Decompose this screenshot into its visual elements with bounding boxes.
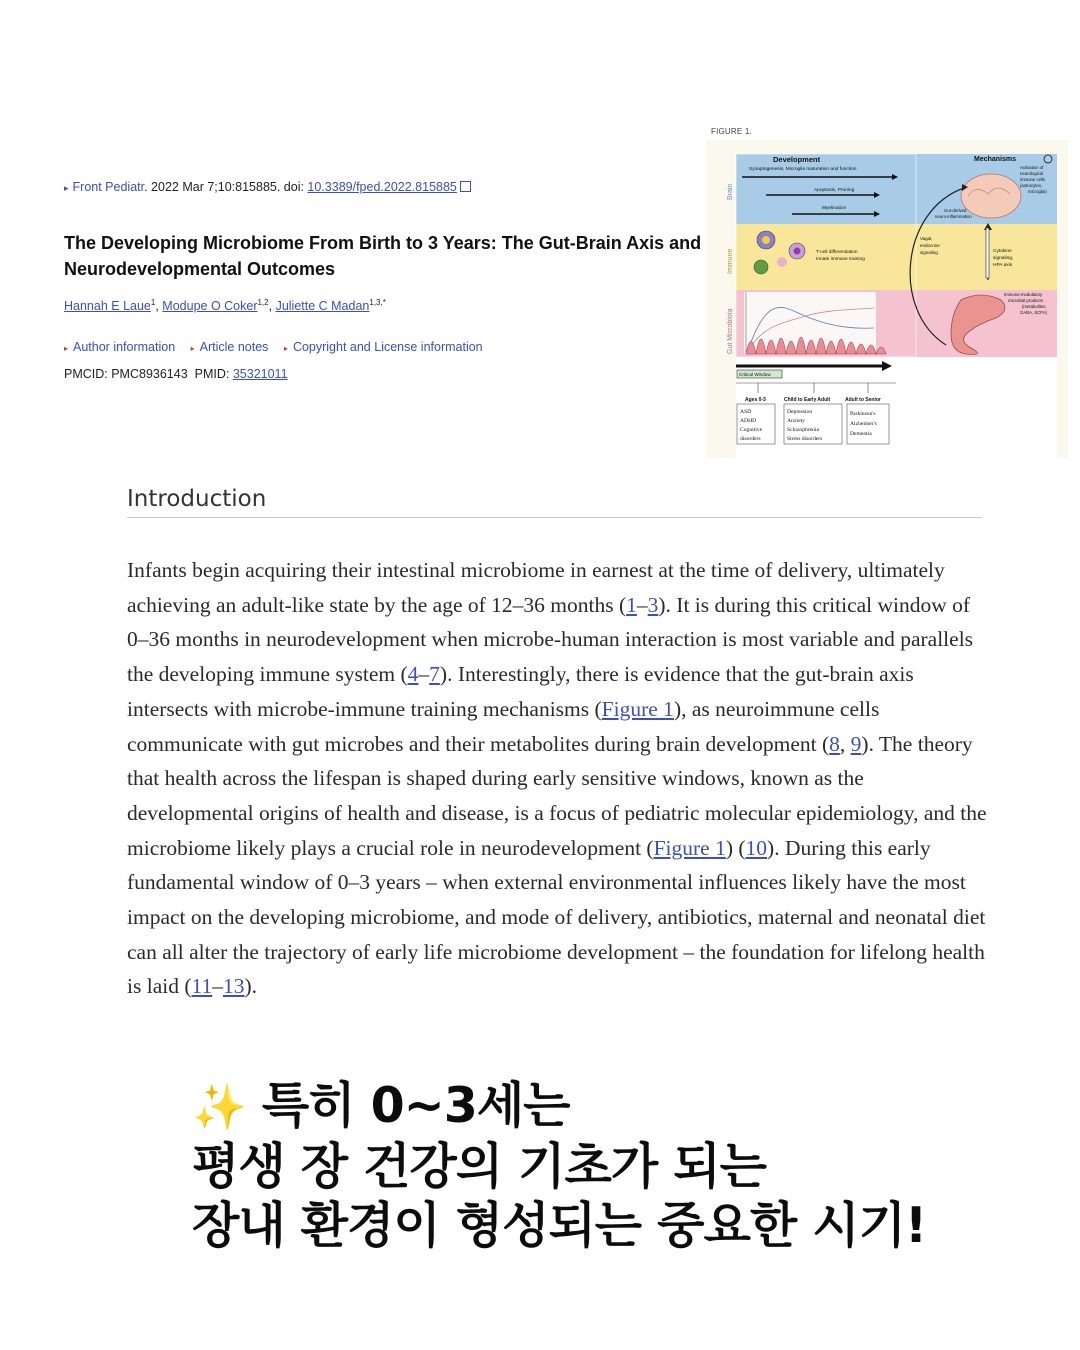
development-title: Development	[773, 155, 821, 164]
article-ids: PMCID: PMC8936143 PMID: 35321011	[64, 367, 288, 381]
article-title: The Developing Microbiome From Birth to 3 Years: The Gut-Brain Axis and Neurodevelopmental Outcomes	[64, 233, 702, 279]
critical-window-label: Critical Window	[739, 372, 771, 377]
journal-link[interactable]: Front Pediatr	[72, 180, 145, 194]
svg-text:Adult to Senior: Adult to Senior	[845, 397, 881, 403]
svg-text:signaling: signaling	[920, 250, 938, 255]
svg-text:Cytokine: Cytokine	[993, 249, 1012, 254]
caption-line-1: ✨ 특히 0~3세는	[192, 1077, 570, 1134]
introduction-paragraph: Infants begin acquiring their intestinal microbiome in earnest at the time of delivery, ultimately achieving an adult-like state by the age of 12–36 months (1–3). It is during this critical window of 0–36 months in neurodevelopment when microbe-human interaction is most variable and parallels the developing immune system (4–7). Interestingly, there is evidence that the gut-brain axis intersects with microbe-immune training mechanisms (Figure 1), as neuroimmune cells communicate with gut microbes and their metabolites during brain development (8, 9). The theory that health across the lifespan is shaped during early sensitive windows, known as the developmental origins of health and disease, is a focus of pediatric molecular epidemiology, and the microbiome likely plays a crucial role in neurodevelopment (Figure 1) (10). During this early fundamental window of 0–3 years – when external environmental influences likely have the most impact on the developing microbiome, and mode of delivery, antibiotics, maternal and neonatal diet can all alter the trajectory of early life microbiome development – the foundation for lifelong health is laid (11–13).	[127, 558, 987, 999]
svg-text:Myelination: Myelination	[822, 206, 847, 211]
reference-link[interactable]: 8	[829, 731, 840, 756]
svg-text:Parkinson's: Parkinson's	[850, 411, 876, 417]
svg-text:microglia): microglia)	[1028, 189, 1047, 194]
figure-link[interactable]: Figure 1	[601, 696, 674, 721]
svg-text:immune cells: immune cells	[1020, 177, 1046, 182]
caption-line-2: 평생 장 건강의 기초가 되는	[192, 1138, 766, 1195]
svg-text:Activation of: Activation of	[1020, 165, 1044, 170]
reference-link[interactable]: 10	[745, 835, 768, 860]
row-label-brain: Brain	[727, 183, 734, 200]
svg-text:signaling,: signaling,	[993, 256, 1014, 261]
divider	[127, 517, 982, 518]
reference-link[interactable]: 3	[647, 592, 659, 617]
svg-text:neuro-inflammation: neuro-inflammation	[935, 214, 972, 219]
svg-text:ASD: ASD	[740, 409, 752, 415]
svg-text:Innate immune training: Innate immune training	[816, 257, 865, 262]
mechanisms-title: Mechanisms	[974, 156, 1017, 163]
svg-text:Vagal,: Vagal,	[920, 236, 933, 241]
svg-text:Dementia: Dementia	[850, 431, 872, 437]
svg-text:Depression: Depression	[787, 409, 813, 415]
svg-text:HPA axis: HPA axis	[993, 263, 1013, 268]
reference-link[interactable]: 11	[191, 974, 213, 999]
figure-label: FIGURE 1.	[711, 127, 752, 136]
external-link-icon[interactable]	[460, 181, 471, 192]
svg-text:(astrocytes,: (astrocytes,	[1020, 183, 1043, 188]
svg-text:Child to Early Adult: Child to Early Adult	[784, 397, 831, 403]
caption-line-3: 장내 환경이 형성되는 중요한 시기!	[192, 1197, 927, 1254]
reference-link[interactable]: 7	[429, 662, 440, 687]
author-list: Hannah E Laue$^1$, Modupe O Coker$^{1,2}$, Juliette C Madan$^{1,3,*}$	[64, 298, 386, 314]
citation-details: . 2022 Mar 7;10:815885. doi:	[144, 180, 308, 194]
svg-text:T-cell differentiation: T-cell differentiation	[816, 250, 858, 255]
author-link[interactable]: Juliette C Madan	[275, 299, 370, 314]
reference-link[interactable]: 4	[407, 662, 419, 687]
svg-text:Apoptosis, Pruning: Apoptosis, Pruning	[814, 188, 855, 193]
copyright-toggle[interactable]: ▸ Copyright and License information	[283, 340, 483, 354]
citation-line	[64, 180, 471, 194]
doi-link[interactable]: 10.3389/fped.2022.815885	[307, 180, 457, 194]
author-link[interactable]: Modupe O Coker	[162, 299, 258, 314]
pmcid: PMCID: PMC8936143	[64, 367, 188, 381]
figure-1[interactable]	[706, 140, 1068, 458]
korean-caption	[192, 1076, 926, 1255]
reference-link[interactable]: 13	[222, 974, 245, 999]
svg-text:(metabolites,: (metabolites,	[1022, 304, 1047, 309]
sparkle-icon: ✨	[192, 1082, 246, 1133]
svg-text:Alzheimer's: Alzheimer's	[850, 421, 877, 427]
author-link[interactable]: Hannah E Laue	[64, 299, 151, 314]
svg-text:disorders: disorders	[740, 436, 761, 442]
svg-text:endocrine: endocrine	[920, 243, 940, 248]
svg-text:neurological: neurological	[1020, 171, 1044, 176]
triangle-icon: ▸	[64, 183, 69, 193]
article-notes-toggle[interactable]: ▸ Article notes	[190, 340, 269, 354]
pmid-link[interactable]: 35321011	[232, 367, 288, 381]
figure-link[interactable]: Figure 1	[653, 835, 726, 860]
svg-text:Anxiety: Anxiety	[787, 418, 806, 424]
svg-text:Cognitive: Cognitive	[740, 427, 763, 433]
row-label-immune: Immune	[727, 248, 734, 274]
svg-text:microbial products: microbial products	[1008, 298, 1043, 303]
svg-text:Gut-derived: Gut-derived	[944, 208, 967, 213]
article-info-links	[64, 340, 495, 354]
reference-link[interactable]: 9	[850, 731, 862, 756]
section-heading: Introduction	[127, 486, 267, 512]
svg-text:ADHD: ADHD	[740, 418, 757, 424]
svg-text:GABA, SCFA): GABA, SCFA)	[1020, 310, 1047, 315]
svg-text:Immuno-modulatory: Immuno-modulatory	[1004, 292, 1043, 297]
svg-text:Synaptogenesis, Microglia matu: Synaptogenesis, Microglia maturation and function	[749, 167, 857, 172]
svg-text:Stress disorders: Stress disorders	[787, 436, 823, 442]
row-label-gut: Gut Microbiota	[727, 308, 734, 354]
reference-link[interactable]: 1	[626, 592, 637, 617]
svg-text:Ages 0-3: Ages 0-3	[745, 397, 766, 403]
author-information-toggle[interactable]: ▸ Author information	[64, 340, 176, 354]
brain-illustration	[961, 174, 1021, 218]
svg-text:Schizophrenia: Schizophrenia	[787, 427, 819, 433]
